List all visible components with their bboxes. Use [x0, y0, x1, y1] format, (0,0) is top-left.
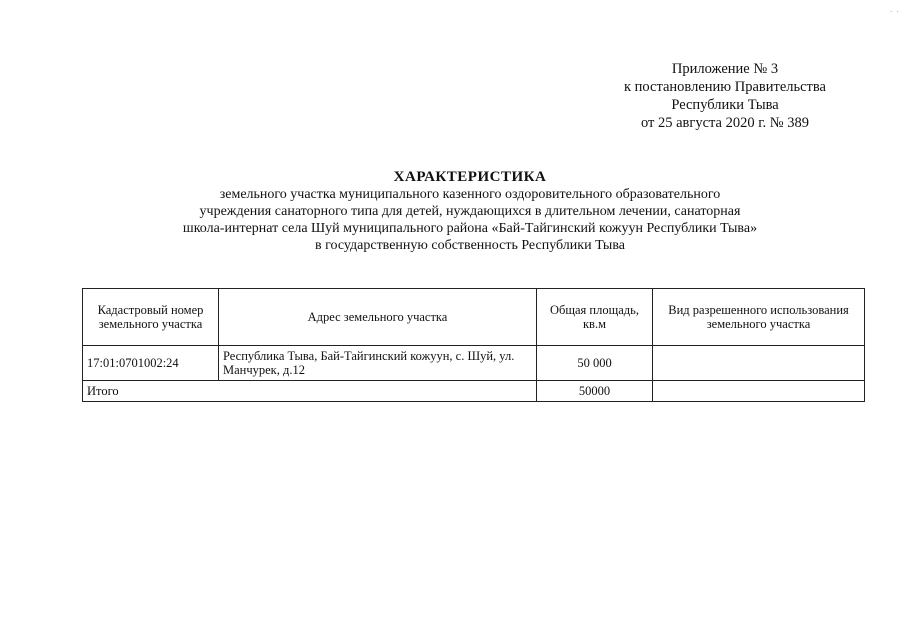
total-label: Итого	[83, 381, 537, 402]
header-address: Адрес земельного участка	[219, 289, 537, 346]
corner-mark: · ·	[890, 8, 900, 16]
subtitle-line: земельного участка муниципального казенного оздоровительного образовательного	[219, 187, 721, 202]
title-block	[110, 168, 830, 254]
header-permitted-use: Вид разрешенного использования земельного участка	[653, 289, 865, 346]
cell-permitted-use	[653, 346, 865, 381]
total-empty-cell	[653, 381, 865, 402]
document-subtitle	[110, 186, 830, 254]
appendix-resolution-ref: к постановлению Правительства	[624, 79, 826, 95]
subtitle-line: школа-интернат села Шуй муниципального района «Бай-Тайгинский кожуун Республики Тыва»	[182, 221, 758, 236]
appendix-date: от 25 августа 2020 г. № 389	[640, 115, 810, 131]
subtitle-line: в государственную собственность Республики Тыва	[315, 238, 625, 253]
appendix-block	[560, 60, 890, 132]
appendix-number: Приложение № 3	[671, 61, 779, 77]
table-row	[83, 346, 865, 381]
document-title: ХАРАКТЕРИСТИКА	[393, 169, 547, 185]
appendix-republic: Республики Тыва	[671, 97, 779, 113]
cell-address: Республика Тыва, Бай-Тайгинский кожуун, с. Шуй, ул. Манчурек, д.12	[219, 346, 537, 381]
land-plot-table	[82, 288, 865, 402]
total-area: 50000	[537, 381, 653, 402]
cell-cadastral-number: 17:01:0701002:24	[83, 346, 219, 381]
cell-total-area: 50 000	[537, 346, 653, 381]
table-total-row	[83, 381, 865, 402]
table-header-row	[83, 289, 865, 346]
header-total-area: Общая площадь, кв.м	[537, 289, 653, 346]
subtitle-line: учреждения санаторного типа для детей, нуждающихся в длительном лечении, санаторная	[199, 204, 741, 219]
header-cadastral-number: Кадастровый номер земельного участка	[83, 289, 219, 346]
